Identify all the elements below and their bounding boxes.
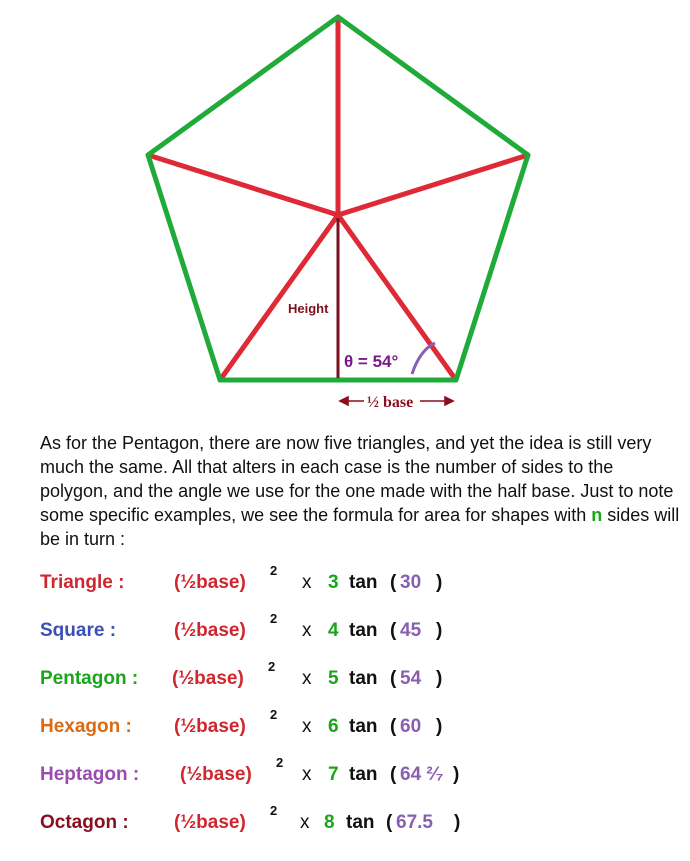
n-variable: n (591, 505, 603, 525)
tan-function: tan (349, 572, 378, 593)
half-base-label: ½ base (367, 394, 414, 411)
shape-name: Octagon : (40, 812, 129, 833)
half-base-term: (½base) (174, 812, 246, 833)
formula-row (40, 707, 680, 746)
shape-name: Pentagon : (40, 668, 139, 689)
spoke-upper-right (338, 155, 528, 215)
side-count: 7 (328, 764, 339, 785)
side-count: 8 (324, 812, 335, 833)
tan-function: tan (349, 620, 378, 641)
multiply-sign: x (302, 572, 312, 593)
multiply-sign: x (300, 812, 310, 833)
tan-function: tan (346, 812, 375, 833)
open-paren: ( (390, 716, 397, 737)
side-count: 6 (328, 716, 339, 737)
open-paren: ( (386, 812, 393, 833)
close-paren: ) (436, 716, 443, 737)
formula-row (40, 803, 680, 842)
open-paren: ( (390, 764, 397, 785)
angle-value: 67.5 (396, 812, 433, 833)
shape-name: Heptagon : (40, 764, 140, 785)
half-base-term: (½base) (174, 572, 246, 593)
shape-name: Square : (40, 620, 117, 641)
half-base-term: (½base) (180, 764, 252, 785)
close-paren: ) (454, 812, 461, 833)
multiply-sign: x (302, 764, 312, 785)
pentagon-diagram (0, 0, 690, 420)
spoke-upper-left (148, 155, 338, 215)
exponent: 2 (270, 611, 278, 626)
shape-name: Hexagon : (40, 716, 132, 737)
close-paren: ) (436, 620, 443, 641)
formula-row (40, 659, 680, 698)
exponent: 2 (276, 755, 284, 770)
exponent: 2 (270, 803, 278, 818)
formula-row (40, 611, 680, 650)
paragraph-text-end: sides will be in turn : (40, 505, 680, 549)
formula-row (40, 755, 680, 794)
half-base-term: (½base) (172, 668, 244, 689)
formula-row (40, 563, 680, 602)
exponent: 2 (270, 707, 278, 722)
exponent: 2 (268, 659, 276, 674)
multiply-sign: x (302, 716, 312, 737)
tan-function: tan (349, 764, 378, 785)
angle-value: 54 (400, 668, 422, 689)
open-paren: ( (390, 572, 397, 593)
open-paren: ( (390, 620, 397, 641)
side-count: 3 (328, 572, 339, 593)
close-paren: ) (436, 572, 443, 593)
half-base-term: (½base) (174, 620, 246, 641)
half-base-term: (½base) (174, 716, 246, 737)
tan-function: tan (349, 716, 378, 737)
open-paren: ( (390, 668, 397, 689)
angle-value: 30 (400, 572, 422, 593)
paragraph-text-start: As for the Pentagon, there are now five triangles, and yet the idea is still very much the same. All that alters in each case is the number of sides to the polygon, and the angle we use for the one made with the half base. Just to note some specific examples, we see the formula for area for shapes with (40, 433, 674, 525)
theta-label: θ = 54° (344, 352, 399, 371)
angle-value: 45 (400, 620, 422, 641)
side-count: 5 (328, 668, 339, 689)
multiply-sign: x (302, 668, 312, 689)
multiply-sign: x (302, 620, 312, 641)
angle-value: 64 ²⁄₇ (400, 764, 444, 785)
exponent: 2 (270, 563, 278, 578)
explanation-paragraph (40, 431, 680, 551)
angle-value: 60 (400, 716, 422, 737)
close-paren: ) (436, 668, 443, 689)
spoke-lower-left (220, 215, 338, 380)
shape-name: Triangle : (40, 572, 125, 593)
side-count: 4 (328, 620, 339, 641)
close-paren: ) (453, 764, 460, 785)
tan-function: tan (349, 668, 378, 689)
height-label: Height (288, 301, 329, 316)
